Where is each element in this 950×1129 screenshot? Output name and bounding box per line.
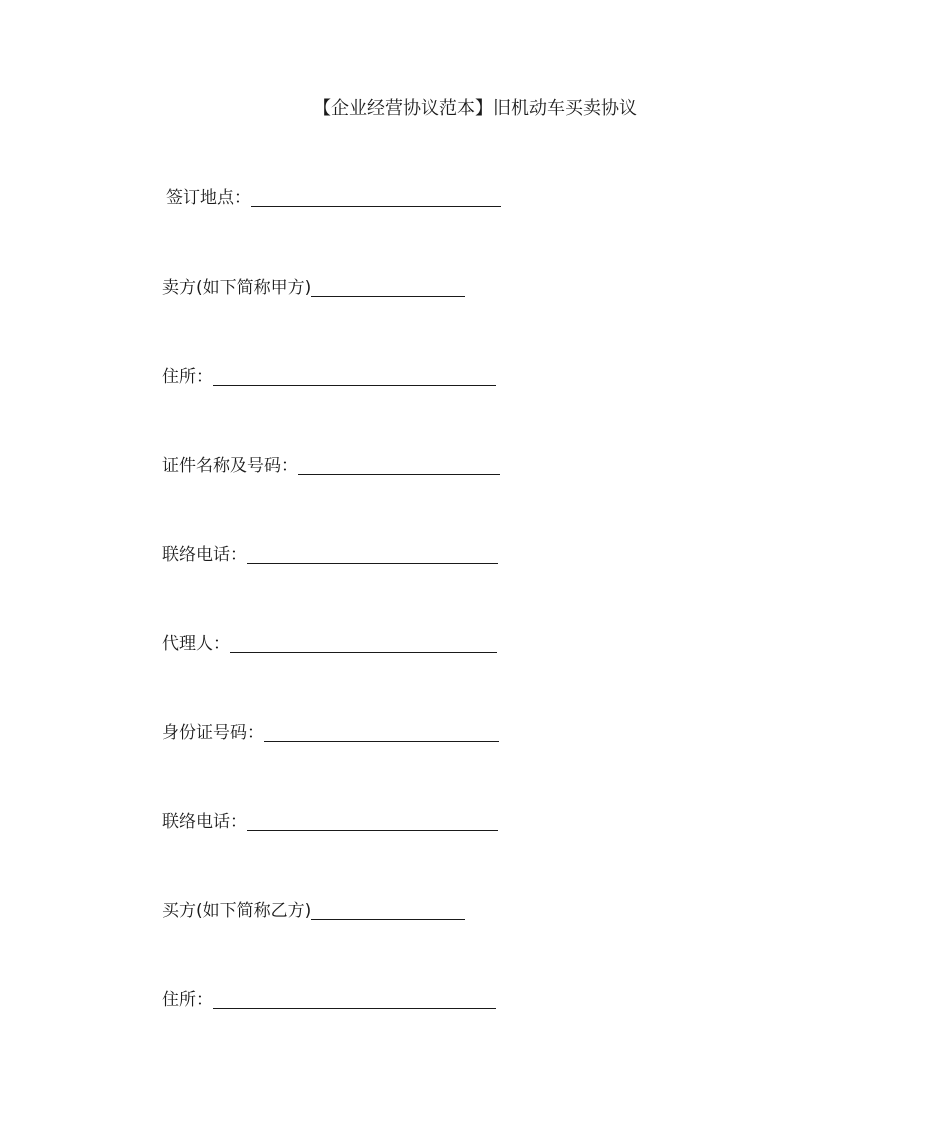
field-label: 签订地点：	[166, 188, 251, 208]
field-label: 买方(如下简称乙方)	[162, 901, 312, 921]
field-id-document	[162, 454, 500, 478]
seller-blank[interactable]	[311, 277, 465, 297]
seller-phone-blank[interactable]	[247, 544, 498, 564]
field-label: 住所：	[162, 990, 213, 1010]
field-agent-phone	[162, 810, 498, 834]
field-label: 住所：	[162, 367, 213, 387]
field-label: 联络电话：	[162, 545, 247, 565]
field-buyer-address	[162, 988, 496, 1012]
seller-address-blank[interactable]	[213, 366, 496, 386]
field-label: 证件名称及号码：	[162, 456, 298, 476]
id-document-blank[interactable]	[298, 455, 500, 475]
buyer-blank[interactable]	[311, 900, 465, 920]
document-title: 【企业经营协议范本】旧机动车买卖协议	[313, 98, 637, 119]
field-seller-phone	[162, 543, 498, 567]
agent-blank[interactable]	[230, 633, 497, 653]
field-label: 代理人：	[162, 634, 230, 654]
field-signing-place	[166, 186, 501, 210]
field-label: 联络电话：	[162, 812, 247, 832]
signing-place-blank[interactable]	[251, 187, 501, 207]
field-id-number	[162, 721, 499, 745]
field-label: 卖方(如下简称甲方)	[162, 278, 312, 298]
agent-phone-blank[interactable]	[247, 811, 498, 831]
field-seller	[162, 276, 465, 300]
id-number-blank[interactable]	[264, 722, 499, 742]
field-seller-address	[162, 365, 496, 389]
field-agent	[162, 632, 497, 656]
field-label: 身份证号码：	[162, 723, 264, 743]
buyer-address-blank[interactable]	[213, 989, 496, 1009]
field-buyer	[162, 899, 465, 923]
